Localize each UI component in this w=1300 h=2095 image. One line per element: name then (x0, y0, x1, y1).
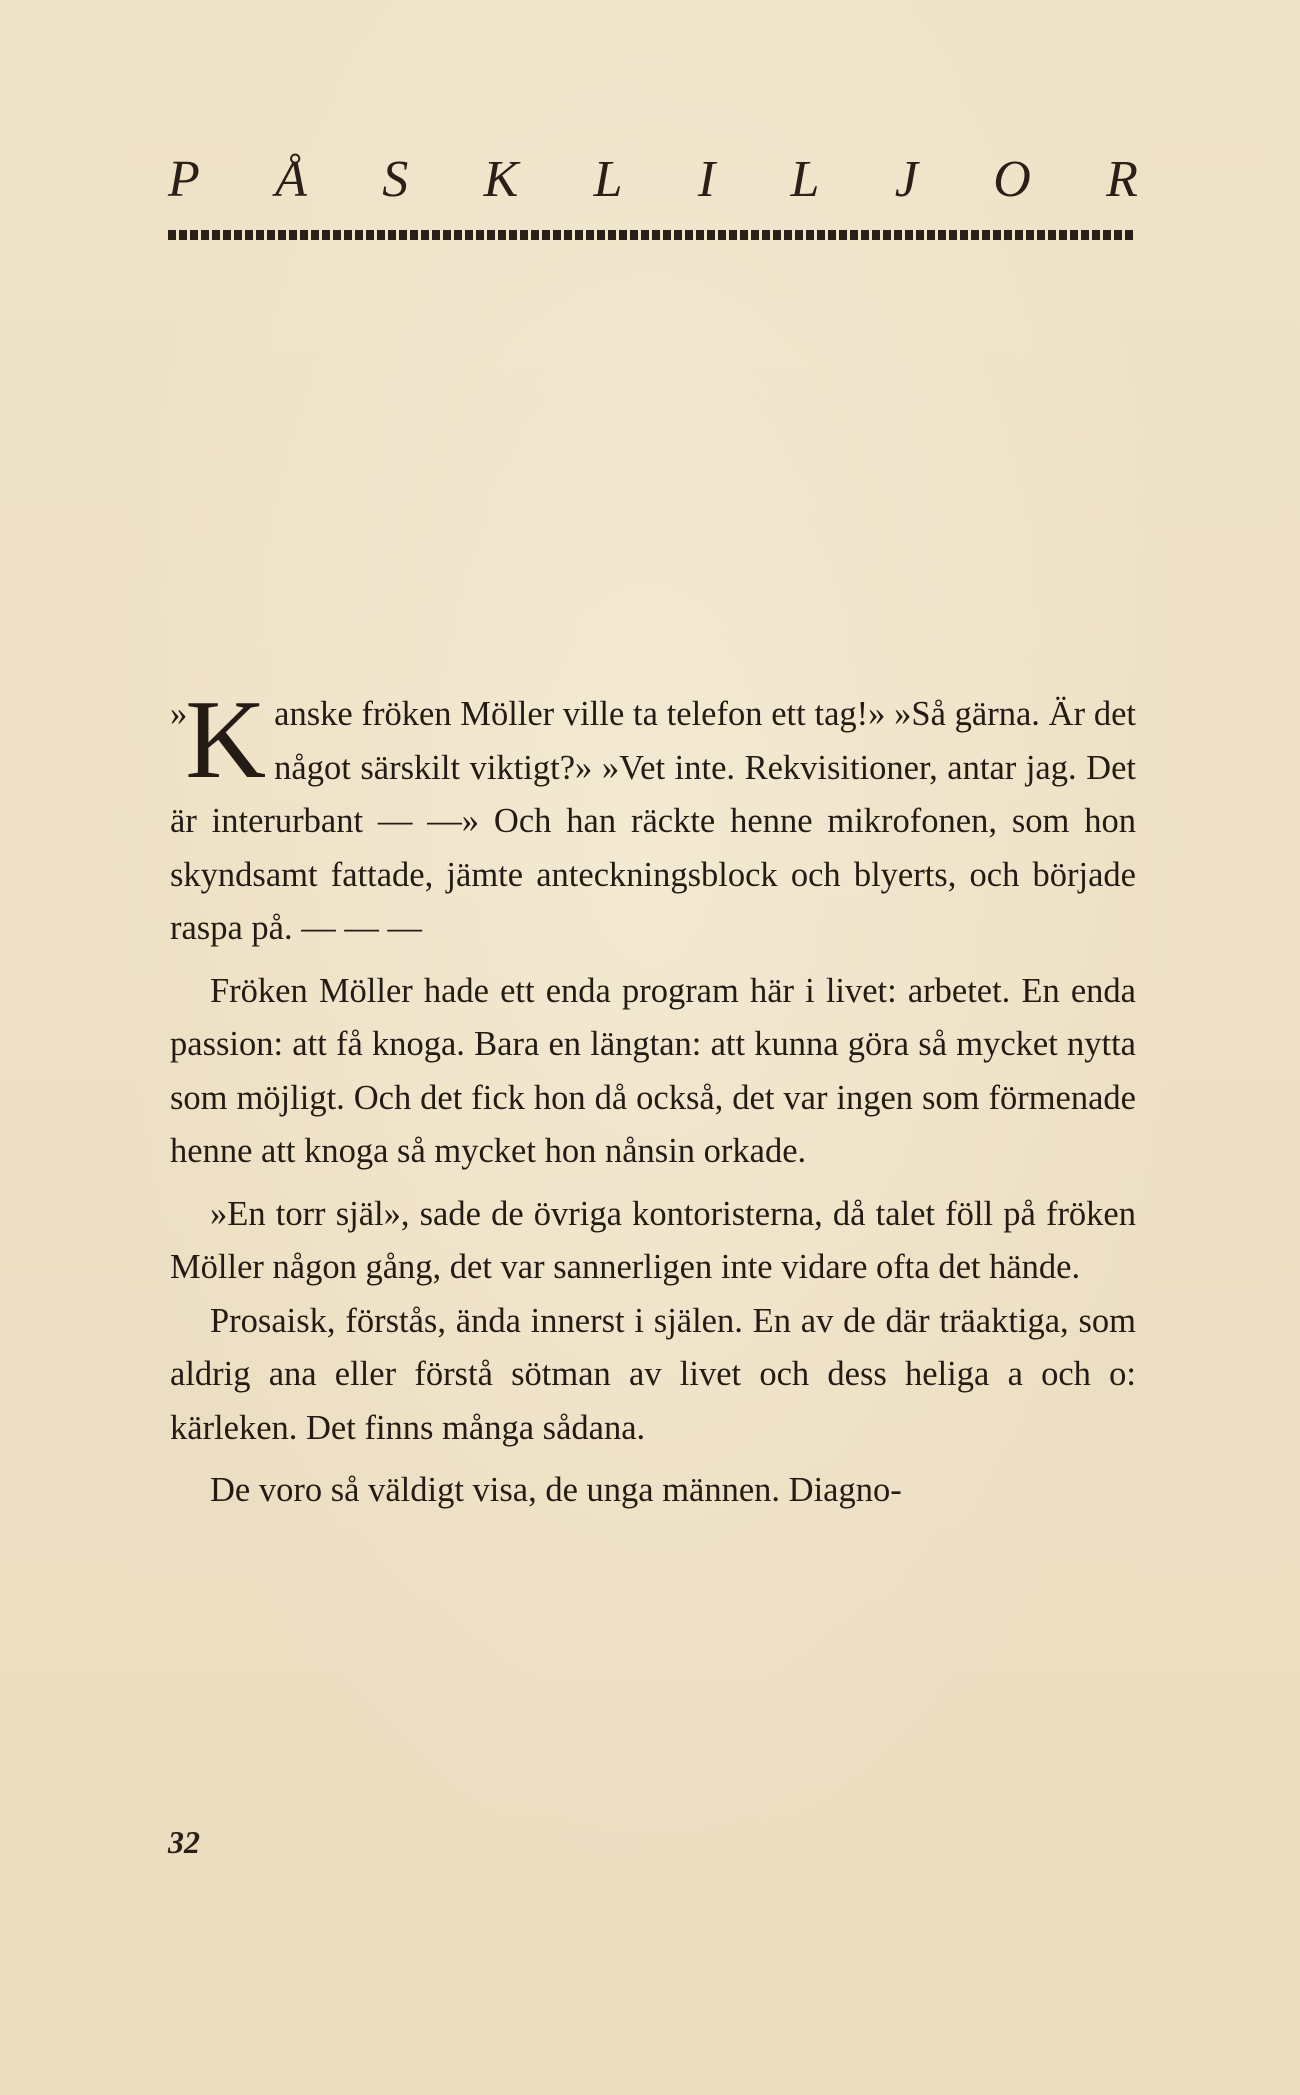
title-letter: I (697, 151, 716, 208)
title-letter: Å (275, 151, 307, 208)
title-letter: L (593, 151, 623, 208)
paragraph-2: Fröken Möller hade ett enda program här i livet: arbetet. En enda passion: att få knoga. Bara en längtan: att kunna göra så mycket nytta som möjligt. Och det fick hon då också, det var ingen som förmenade henne att knoga så mycket hon nånsin orkade. (170, 971, 1136, 1170)
running-title (168, 150, 1138, 209)
title-letter: O (993, 151, 1031, 208)
title-letter: P (168, 151, 200, 208)
paragraph-5: De voro så väldigt visa, de unga männen. Diagno- (210, 1471, 902, 1509)
chapter-text (170, 678, 1136, 1518)
title-letter: S (382, 151, 409, 208)
page-number: 32 (168, 1824, 200, 1860)
title-letter: K (483, 151, 519, 208)
title-letter: L (790, 151, 820, 208)
opening-quote-mark: » (170, 695, 188, 733)
paragraph-1 (170, 678, 1136, 956)
drop-cap: K (185, 678, 267, 802)
title-letter: J (894, 151, 918, 208)
decorative-rule (168, 230, 1136, 240)
paragraph-4: Prosaisk, förstås, ända innerst i själen. En av de där träaktiga, som aldrig ana eller förstå sötman av livet och dess heliga a och o: kärleken. Det finns många sådana. (170, 1301, 1136, 1447)
title-letter: R (1106, 151, 1138, 208)
paragraph-3: »En torr själ», sade de övriga kontoristerna, då talet föll på fröken Möller någon gång, det var sannerligen inte vidare ofta det hände. (170, 1194, 1136, 1286)
paragraph-1-text: anske fröken Möller ville ta telefon ett tag!» »Så gärna. Är det något särskilt viktigt?» »Vet inte. Rekvisitioner, antar jag. Det är interurbant — —» Och han räckte henne mikrofonen, som hon skyndsamt fattade, jämte anteckningsblock och blyerts, och började raspa på. — — — (170, 695, 1136, 947)
